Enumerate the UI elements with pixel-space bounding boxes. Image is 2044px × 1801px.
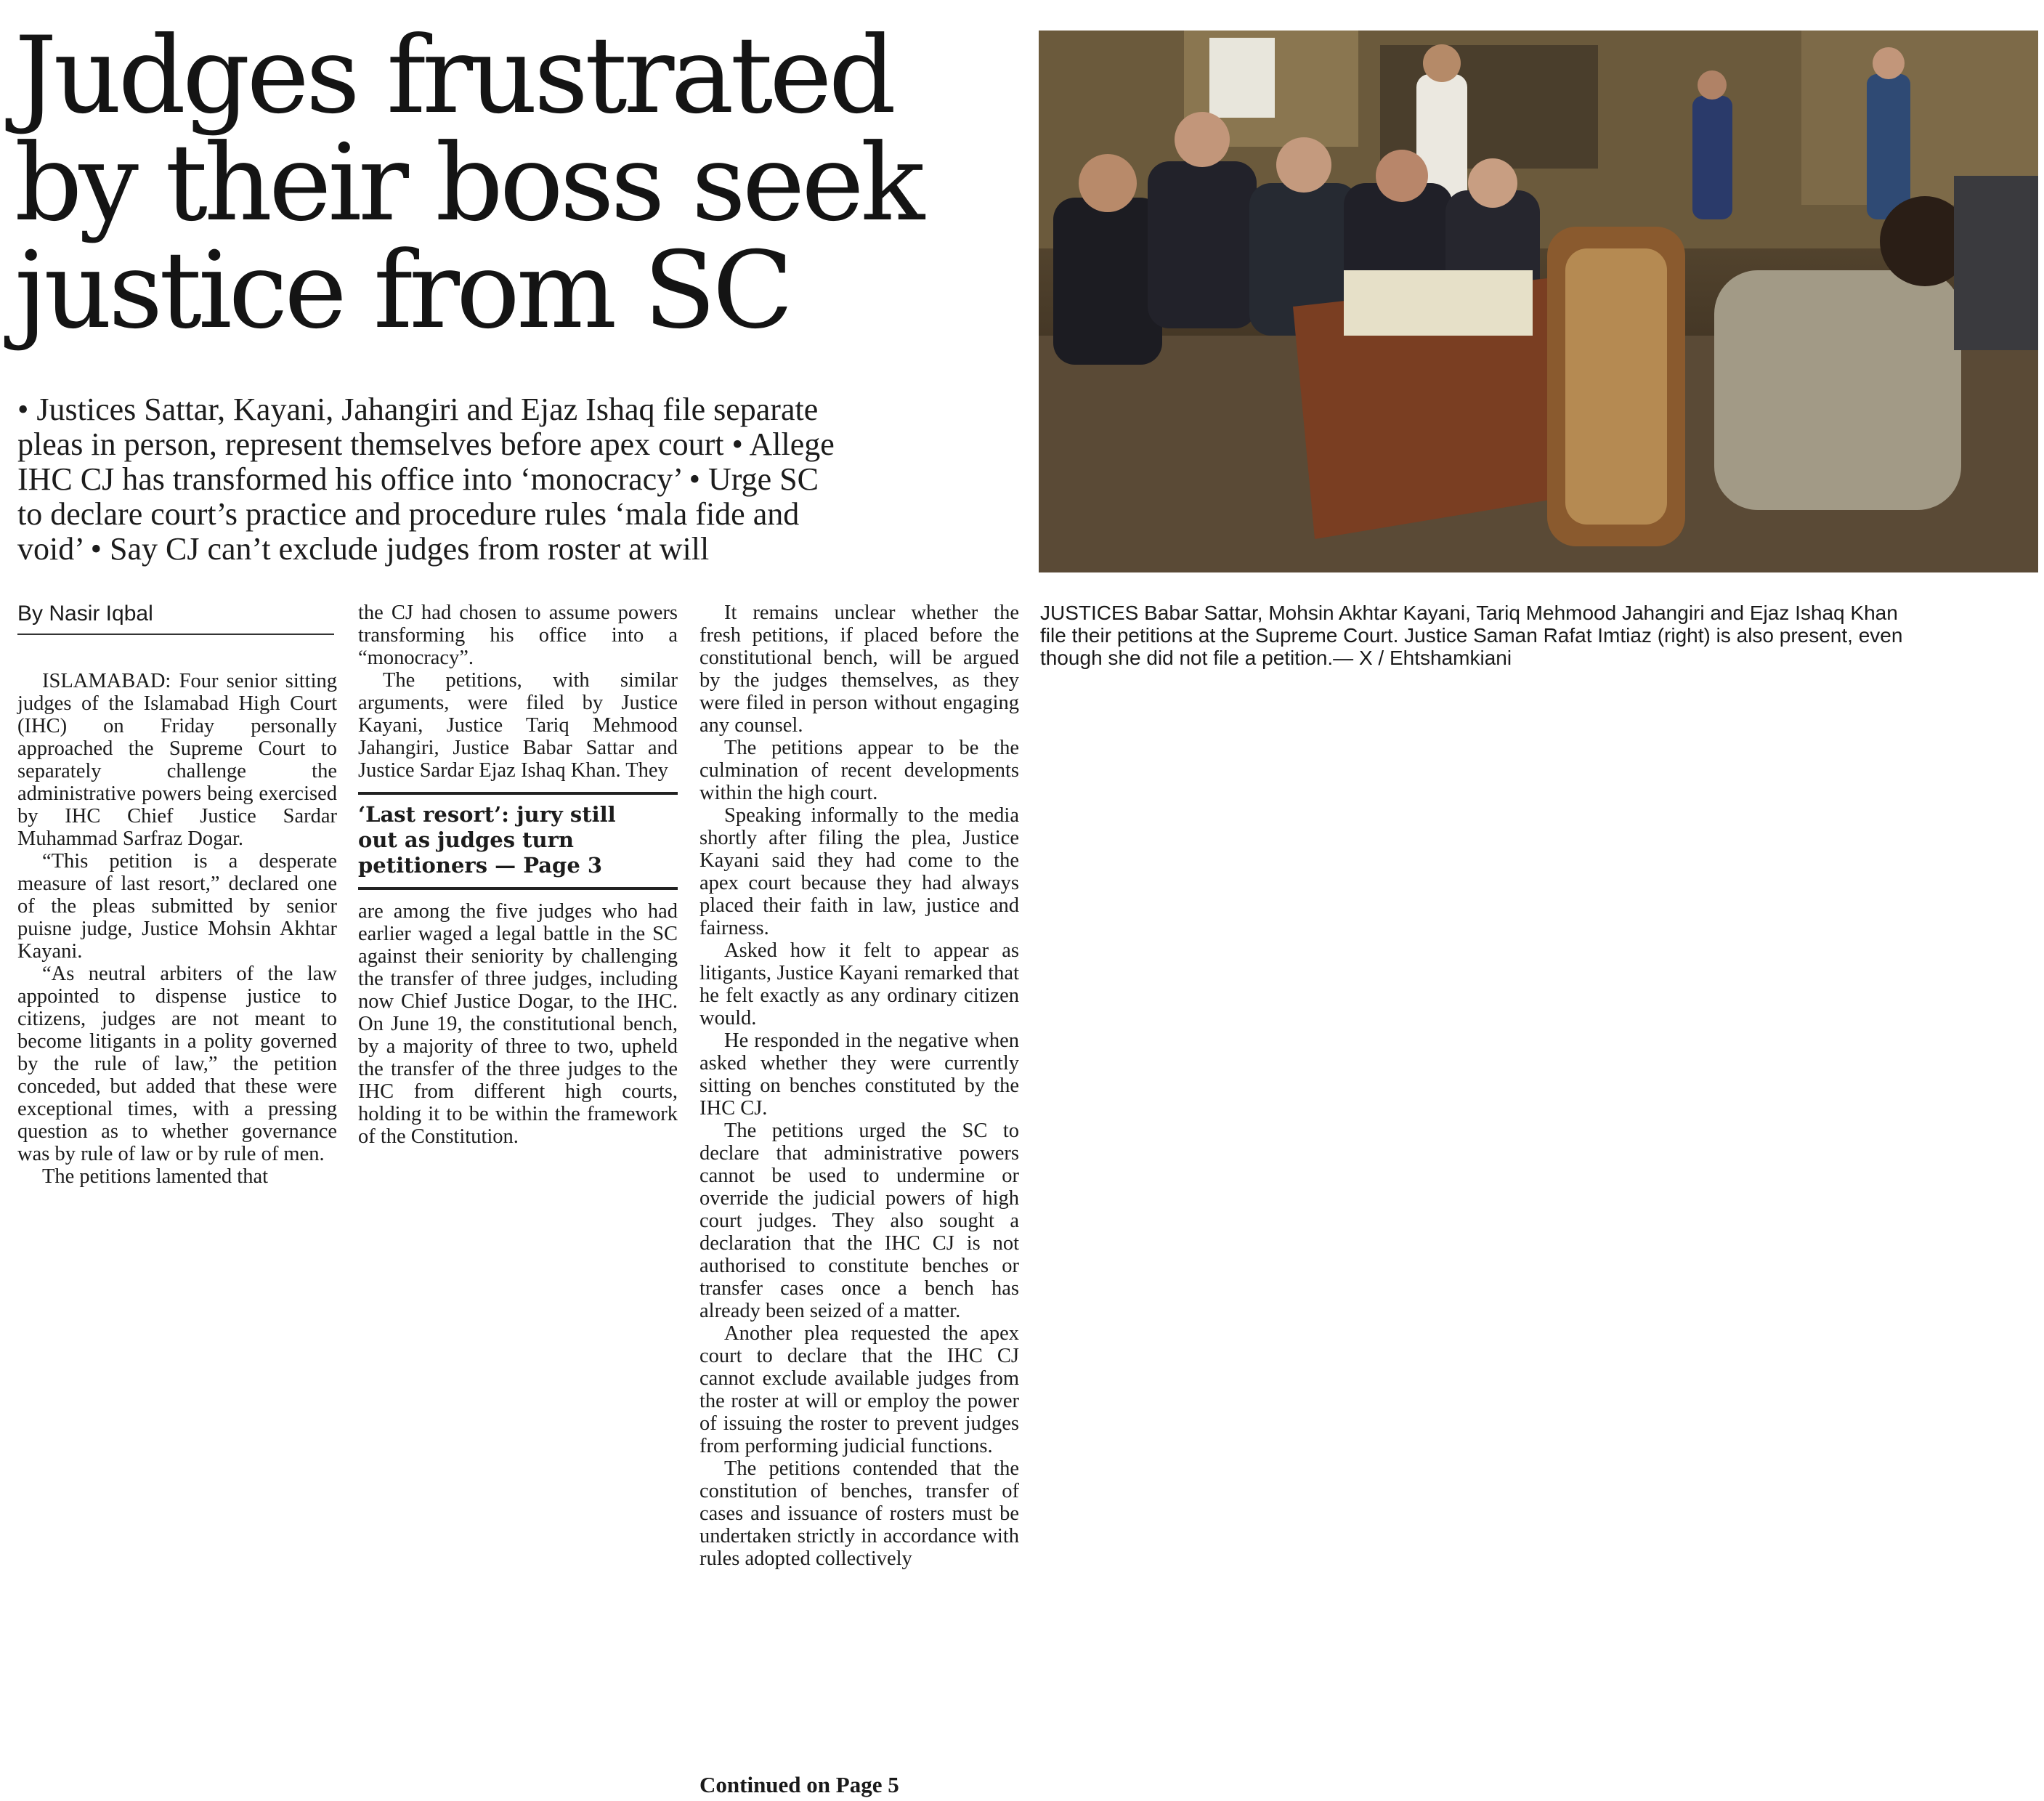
paragraph: “As neutral arbiters of the law appointed to dispense justice to citizens, judges are not meant to become litigants in a polity governed by the rule of law,” the petition conceded, but added that these were exceptional times, with a pressing question as to whether governance was by rule of law or by rule of men. [17,963,337,1165]
caption-line: though she did not file a petition.— X / Ehtshamkiani [1040,647,1512,669]
crossref-line: petitioners — Page 3 [358,853,603,878]
headline-line: justice from SC [15,229,790,352]
paragraph: The petitions urged the SC to declare that administrative powers cannot be used to undermine or override the judicial powers of high court judges. They also sought a declaration that the IHC CJ is not authorised to constitute benches or transfer cases once a bench has already been seized of a matter. [699,1120,1019,1322]
paragraph: The petitions lamented that [42,1165,269,1188]
paragraph: The petitions contended that the constitution of benches, transfer of cases and issuance of rosters must be undertaken strictly in accordance with rules adopted collectively [699,1457,1019,1570]
headline-line: Judges frustrated [15,14,893,137]
paragraph: are among the five judges who had earlier waged a legal battle in the SC against their seniority by challenging the transfer of three judges, including now Chief Justice Dogar, to the IHC. On June 19, the constitutional bench, by a majority of three to two, upheld the transfer of the three judges to the IHC from different high courts, holding it to be within the framework of the Constitution. [358,900,678,1148]
subdeck-line: to declare court’s practice and procedure rules ‘mala fide and [17,496,800,532]
article-column-1 [17,670,337,1188]
caption-line: JUSTICES Babar Sattar, Mohsin Akhtar Kayani, Tariq Mehmood Jahangiri and Ejaz Ishaq Khan [1040,602,1898,624]
crossref-line: ‘Last resort’: jury still [358,802,616,827]
paragraph: ISLAMABAD: Four senior sitting judges of the Islamabad High Court (IHC) on Friday personally approached the Supreme Court to separately challenge the administrative powers being exercised by IHC Chief Justice Sardar Muhammad Sarfraz Dogar. [17,670,337,850]
byline: By Nasir Iqbal [17,602,334,635]
headline [15,14,1017,352]
headline-line: by their boss seek [15,121,922,245]
paragraph: the CJ had chosen to assume powers transforming his office into a “monocracy”. [358,602,678,669]
subdeck [17,392,1020,567]
paragraph: It remains unclear whether the fresh petitions, if placed before the constitutional bench, will be argued by the judges themselves, as they were filed in person without engaging any counsel. [699,602,1019,737]
cross-reference-link[interactable] [358,792,678,890]
courtroom-photo-icon [1039,31,2038,572]
subdeck-line: • Justices Sattar, Kayani, Jahangiri and Ejaz Ishaq file separate [17,392,819,427]
paragraph: He responded in the negative when asked whether they were currently sitting on benches constituted by the IHC CJ. [699,1029,1019,1120]
paragraph: The petitions, with similar arguments, were filed by Justice Kayani, Justice Tariq Mehmood Jahangiri, Justice Babar Sattar and Justice Sardar Ejaz Ishaq Khan. They [358,669,678,782]
crossref-line: out as judges turn [358,827,574,852]
continued-on-link[interactable]: Continued on Page 5 [699,1772,899,1797]
article-column-3 [699,602,1019,1570]
caption-line: file their petitions at the Supreme Court. Justice Saman Rafat Imtiaz (right) is also present, even [1040,624,1903,647]
photo-caption [1040,602,2035,669]
subdeck-line: void’ • Say CJ can’t exclude judges from roster at will [17,531,710,567]
paragraph: Speaking informally to the media shortly after filing the plea, Justice Kayani said they had come to the apex court because they had always placed their faith in law, justice and fairness. [699,804,1019,939]
paragraph: Asked how it felt to appear as litigants, Justice Kayani remarked that he felt exactly as any ordinary citizen would. [699,939,1019,1029]
subdeck-line: IHC CJ has transformed his office into ‘monocracy’ • Urge SC [17,461,819,497]
paragraph: Another plea requested the apex court to declare that the IHC CJ cannot exclude available judges from the roster at will or employ the power of issuing the roster to prevent judges from performing judicial functions. [699,1322,1019,1457]
paragraph: “This petition is a desperate measure of last resort,” declared one of the pleas submitted by senior puisne judge, Justice Mohsin Akhtar Kayani. [17,850,337,963]
paragraph: The petitions appear to be the culmination of recent developments within the high court. [699,737,1019,804]
article-column-2 [358,602,678,1148]
subdeck-line: pleas in person, represent themselves before apex court • Allege [17,426,835,462]
news-photo [1039,31,2038,572]
